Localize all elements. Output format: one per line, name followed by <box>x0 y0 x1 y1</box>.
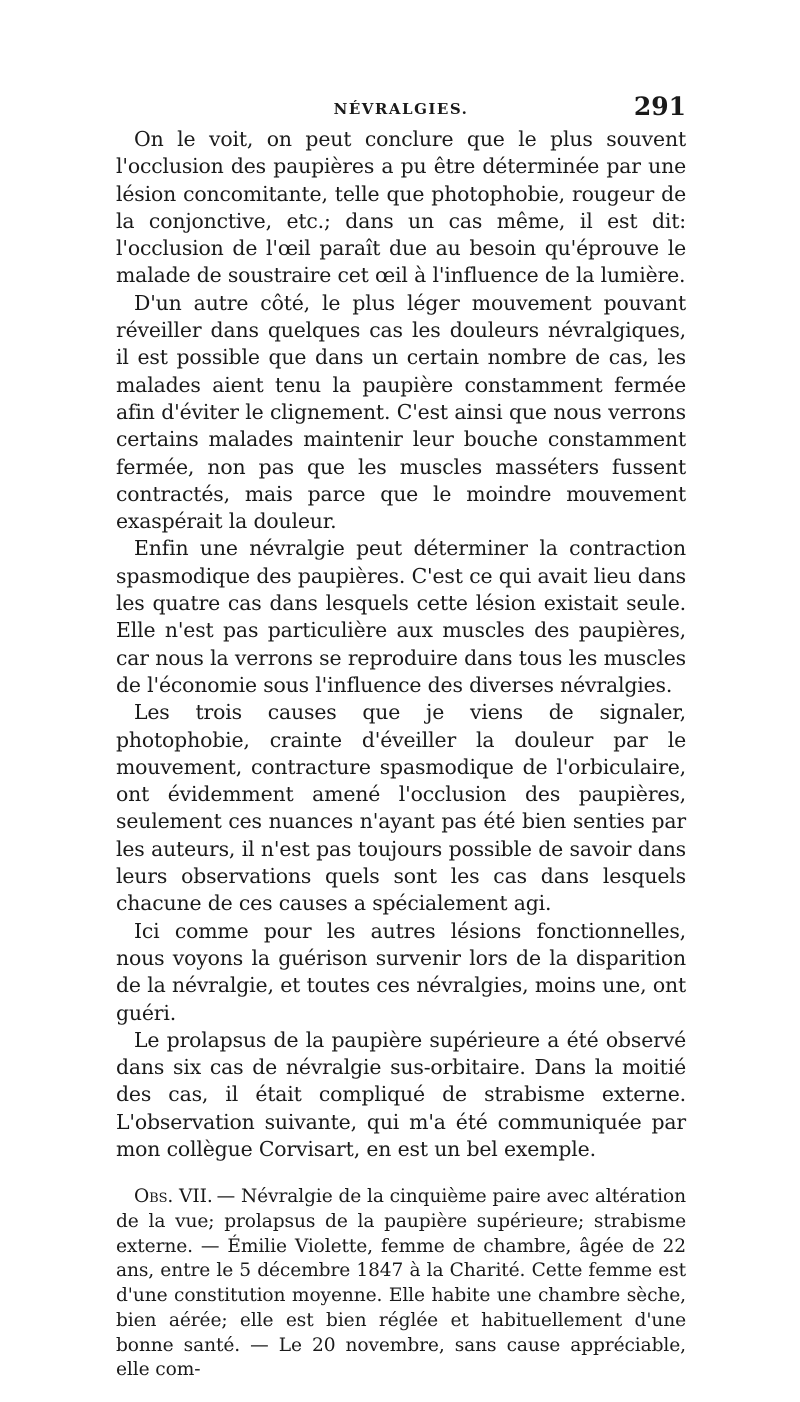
running-head <box>116 92 686 126</box>
body-text <box>116 126 686 1163</box>
paragraph: Le prolapsus de la paupière supérieure a été observé dans six cas de névralgie sus-orbitaire. Dans la moitié des cas, il était compliqué de strabisme externe. L'observation suivante, qui m'a été communiquée par mon collègue Corvisart, en est un bel exemple. <box>116 1027 686 1161</box>
book-page <box>116 92 686 1402</box>
observation-label: Obs. VII. <box>134 1186 213 1208</box>
observation-text: — Névralgie de la cinquième paire avec altération de la vue; prolapsus de la paupière supérieure; strabisme externe. — Émilie Violette, femme de chambre, âgée de 22 ans, entre le 5 décembre 1847 à la Charité. Cette femme est d'une constitution moyenne. Elle habite une chambre sèche, bien aérée; elle est bien réglée et habituellement d'une bonne santé. — Le 20 novembre, sans cause appréciable, elle com- <box>116 1186 686 1381</box>
paragraph: On le voit, on peut conclure que le plus souvent l'occlusion des paupières a pu être déterminée par une lésion concomitante, telle que photophobie, rougeur de la conjonctive, etc.; dans un cas même, il est dit: l'occlusion de l'œil paraît due au besoin qu'éprouve le malade de soustraire cet œil à l'influence de la lumière. <box>116 127 686 288</box>
running-title: NÉVRALGIES. <box>333 100 469 118</box>
paragraph: Les trois causes que je viens de signaler, photophobie, crainte d'éveiller la douleur par le mouvement, contracture spasmodique de l'orbiculaire, ont évidemment amené l'occlusion des paupières, seulement ces nuances n'ayant pas été bien senties par les auteurs, il n'est pas toujours possible de savoir dans leurs observations quels sont les cas dans lesquels chacune de ces causes a spécialement agi. <box>116 700 686 916</box>
paragraph: Ici comme pour les autres lésions fonctionnelles, nous voyons la guérison survenir lors de la disparition de la névralgie, et toutes ces névralgies, moins une, ont guéri. <box>116 918 686 1025</box>
page-number: 291 <box>633 92 686 121</box>
paragraph: D'un autre côté, le plus léger mouvement pouvant réveiller dans quelques cas les douleurs névralgiques, il est possible que dans un certain nombre de cas, les malades aient tenu la paupière constamment fermée afin d'éviter le clignement. C'est ainsi que nous verrons certains malades maintenir leur bouche constamment fermée, non pas que les muscles masséters fussent contractés, mais parce que le moindre mouvement exaspérait la douleur. <box>116 290 686 534</box>
paragraph: Enfin une névralgie peut déterminer la contraction spasmodique des paupières. C'est ce qui avait lieu dans les quatre cas dans lesquels cette lésion existait seule. Elle n'est pas particulière aux muscles des paupières, car nous la verrons se reproduire dans tous les muscles de l'économie sous l'influence des diverses névralgies. <box>116 536 686 697</box>
